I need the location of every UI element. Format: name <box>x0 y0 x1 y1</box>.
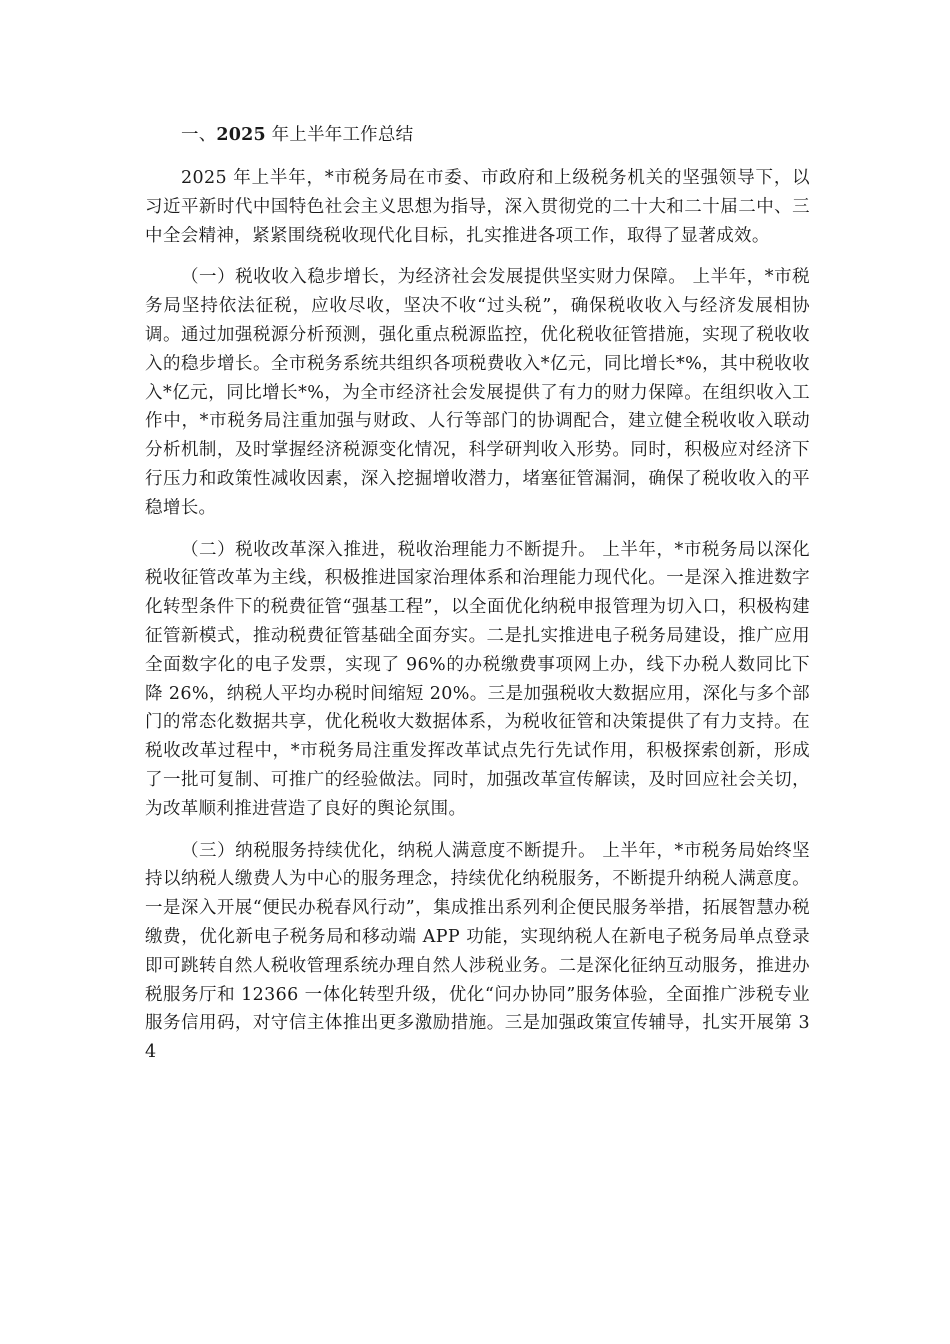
section-1-paragraph <box>145 263 810 522</box>
section-2-title: （二）税收改革深入推进，税收治理能力不断提升。 <box>181 539 597 560</box>
section-1-body: 上半年，*市税务局坚持依法征税，应收尽收，坚决不收“过头税”，确保税收收入与经济发展相协调。通过加强税源分析预测，强化重点税源监控，优化税收征管措施，实现了税收收入的稳步增长。全市税务系统共组织各项税费收入*亿元，同比增长*%，其中税收收入*亿元，同比增长*%，为全市经济社会发展提供了有力的财力保障。在组织收入工作中，*市税务局注重加强与财政、人行等部门的协调配合，建立健全税收收入联动分析机制，及时掌握经济税源变化情况，科学研判收入形势。同时，积极应对经济下行压力和政策性减收因素，深入挖掘增收潜力，堵塞征管漏洞，确保了税收收入的平稳增长。 <box>145 267 810 518</box>
section-3-title: （三）纳税服务持续优化，纳税人满意度不断提升。 <box>181 840 597 861</box>
section-2-body: 上半年，*市税务局以深化税收征管改革为主线，积极推进国家治理体系和治理能力现代化。一是深入推进数字化转型条件下的税费征管“强基工程”，以全面优化纳税申报管理为切入口，积极构建征管新模式，推动税费征管基础全面夯实。二是扎实推进电子税务局建设，推广应用全面数字化的电子发票，实现了 96%的办税缴费事项网上办，线下办税人数同比下降 26%，纳税人平均办税时间缩短 20%。三是加强税收大数据应用，深化与多个部门的常态化数据共享，优化税收大数据体系，为税收征管和决策提供了有力支持。在税收改革过程中，*市税务局注重发挥改革试点先行先试作用，积极探索创新，形成了一批可复制、可推广的经验做法。同时，加强改革宣传解读，及时回应社会关切，为改革顺利推进营造了良好的舆论氛围。 <box>145 539 810 819</box>
heading-year: 2025 <box>216 125 266 145</box>
heading-suffix: 年上半年工作总结 <box>265 125 414 145</box>
heading-prefix: 一、 <box>181 125 217 145</box>
section-1-title: （一）税收收入稳步增长，为经济社会发展提供坚实财力保障。 <box>181 267 687 288</box>
section-2-paragraph <box>145 536 810 824</box>
section-heading <box>145 120 810 150</box>
document-content <box>145 120 810 1080</box>
section-3-paragraph <box>145 837 810 1067</box>
section-3-body: 上半年，*市税务局始终坚持以纳税人缴费人为中心的服务理念，持续优化纳税服务，不断提升纳税人满意度。一是深入开展“便民办税春风行动”，集成推出系列利企便民服务举措，拓展智慧办税缴费，优化新电子税务局和移动端 APP 功能，实现纳税人在新电子税务局单点登录即可跳转自然人税收管理系统办理自然人涉税业务。二是深化征纳互动服务，推进办税服务厅和 12366 一体化转型升级，优化“问办协同”服务体验，全面推广涉税专业服务信用码，对守信主体推出更多激励措施。三是加强政策宣传辅导，扎实开展第 34 <box>145 840 810 1063</box>
intro-paragraph: 2025 年上半年，*市税务局在市委、市政府和上级税务机关的坚强领导下，以习近平新时代中国特色社会主义思想为指导，深入贯彻党的二十大和二十届二中、三中全会精神，紧紧围绕税收现代化目标，扎实推进各项工作，取得了显著成效。 <box>145 168 810 246</box>
